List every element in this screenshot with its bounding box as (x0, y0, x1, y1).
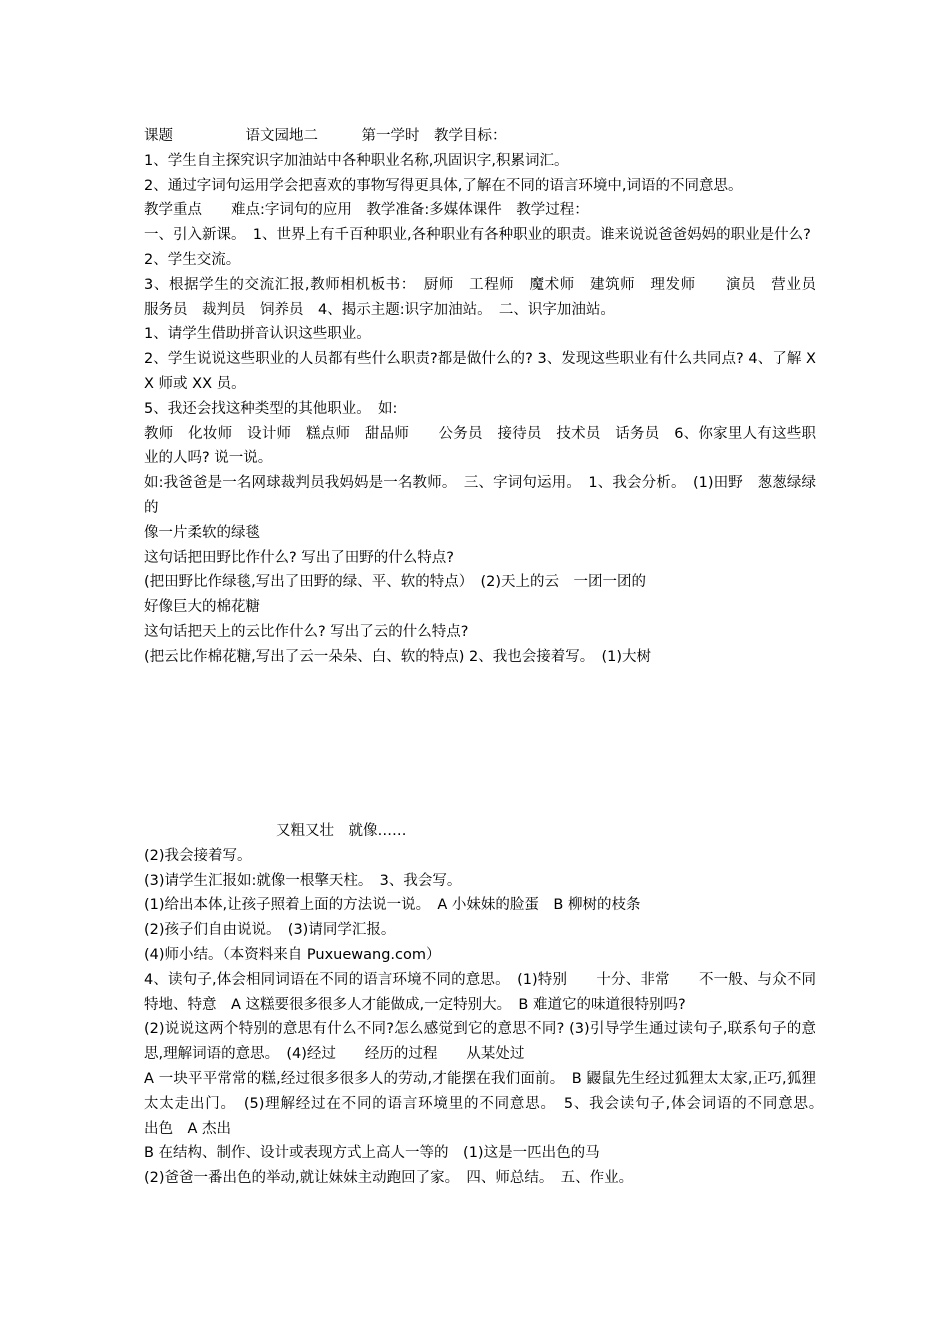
chuse-meaning-b: B 在结构、制作、设计或表现方式上高人一等的 (1)这是一匹出色的马 (144, 1145, 600, 1162)
objective-1: 1、学生自主探究识字加油站中各种职业名称,巩固识字,积累词汇。 (144, 152, 569, 169)
free-talk-step: (2)孩子们自由说说。 (3)请同学汇报。 (144, 922, 396, 939)
board-writing-step: 3、根据学生的交流汇报,教师相机板书： 厨师 工程师 魔术师 建筑师 理发师 演员 营业员 服务员 裁判员 饲养员 4、揭示主题:识字加油站。 二、识字加油站。 (144, 276, 831, 318)
jingguo-examples: A 一块平平常常的糕,经过很多很多人的劳动,才能摆在我们面前。 B 鼹鼠先生经过狐狸太太家,正巧,狐狸太太走出门。 (5)理解经过在不同的语言环境里的不同意思。 5、我会读句子,体会词语的不同意思。 出色 A 杰出 (144, 1070, 845, 1137)
cloud-answer: (把云比作棉花糖,写出了云一朵朵、白、软的特点) 2、我也会接着写。 (1)大树 (144, 648, 652, 665)
key-points-line: 教学重点 难点:字词句的应用 教学准备:多媒体课件 教学过程： (144, 202, 589, 219)
example-line: 如:我爸爸是一名网球裁判员我妈妈是一名教师。 三、字词句运用。 1、我会分析。 (1)田野 葱葱绿绿的 (144, 475, 816, 516)
lesson-header: 课题 语文园地二 第一学时 教学目标： (144, 128, 507, 144)
continue-writing-step: (2)我会接着写。 (144, 847, 252, 864)
cotton-candy-line: 好像巨大的棉花糖 (144, 599, 260, 616)
give-subject-step: (1)给出本体,让孩子照着上面的方法说一说。 A 小妹妹的脸蛋 B 柳树的枝条 (144, 897, 641, 914)
teacher-summary-step: (4)师小结。（本资料来自 Puxuewang.com） (144, 946, 441, 963)
meaning-difference-step: (2)说说这两个特别的意思有什么不同?怎么感觉到它的意思不同? (3)引导学生通过读句子,联系句子的意思,理解词语的意思。 (4)经过 经历的过程 从某处过 (144, 1021, 816, 1063)
student-report-step: (3)请学生汇报如:就像一根擎天柱。 3、我会写。 (144, 872, 462, 889)
green-carpet-line: 像一片柔软的绿毯 (144, 524, 260, 541)
closing-line: (2)爸爸一番出色的举动,就让妹妹主动跑回了家。 四、师总结。 五、作业。 (144, 1170, 634, 1187)
cloud-question: 这句话把天上的云比作什么? 写出了云的什么特点? (144, 623, 469, 640)
intro-step: 一、引入新课。 1、世界上有千百种职业,各种职业有各种职业的职责。谁来说说爸爸妈妈的职业是什么? (144, 227, 811, 244)
lesson-plan-part-1 (144, 124, 831, 670)
jobs-list-line: 教师 化妆师 设计师 糕点师 甜品师 公务员 接待员 技术员 话务员 6、你家里人有这些职业的人吗? 说一说。 (144, 425, 816, 467)
exchange-step: 2、学生交流。 (144, 251, 241, 268)
reading-sentences-step: 4、读句子,体会相同词语在不同的语言环境不同的意思。 (1)特别 十分、非常 不一般、与众不同 特地、特意 A 这糕要很多很多人才能做成,一定特别大。 B 难道它的味道很特别吗? (144, 971, 860, 1013)
field-question: 这句话把田野比作什么? 写出了田野的什么特点? (144, 549, 454, 566)
lesson-plan-part-2 (144, 819, 860, 1191)
tree-description: 又粗又壮 就像…… (276, 823, 407, 839)
duties-step: 2、学生说说这些职业的人员都有些什么职责?都是做什么的? 3、发现这些职业有什么共同点? 4、了解 XX 师或 XX 员。 (144, 351, 816, 392)
objective-2: 2、通过字词句运用学会把喜欢的事物写得更具体,了解在不同的语言环境中,词语的不同意思。 (144, 177, 743, 194)
other-jobs-step: 5、我还会找这种类型的其他职业。 如: (144, 400, 398, 417)
pinyin-step: 1、请学生借助拼音认识这些职业。 (144, 326, 371, 343)
field-answer: (把田野比作绿毯,写出了田野的绿、平、软的特点） (2)天上的云 一团一团的 (144, 574, 647, 591)
